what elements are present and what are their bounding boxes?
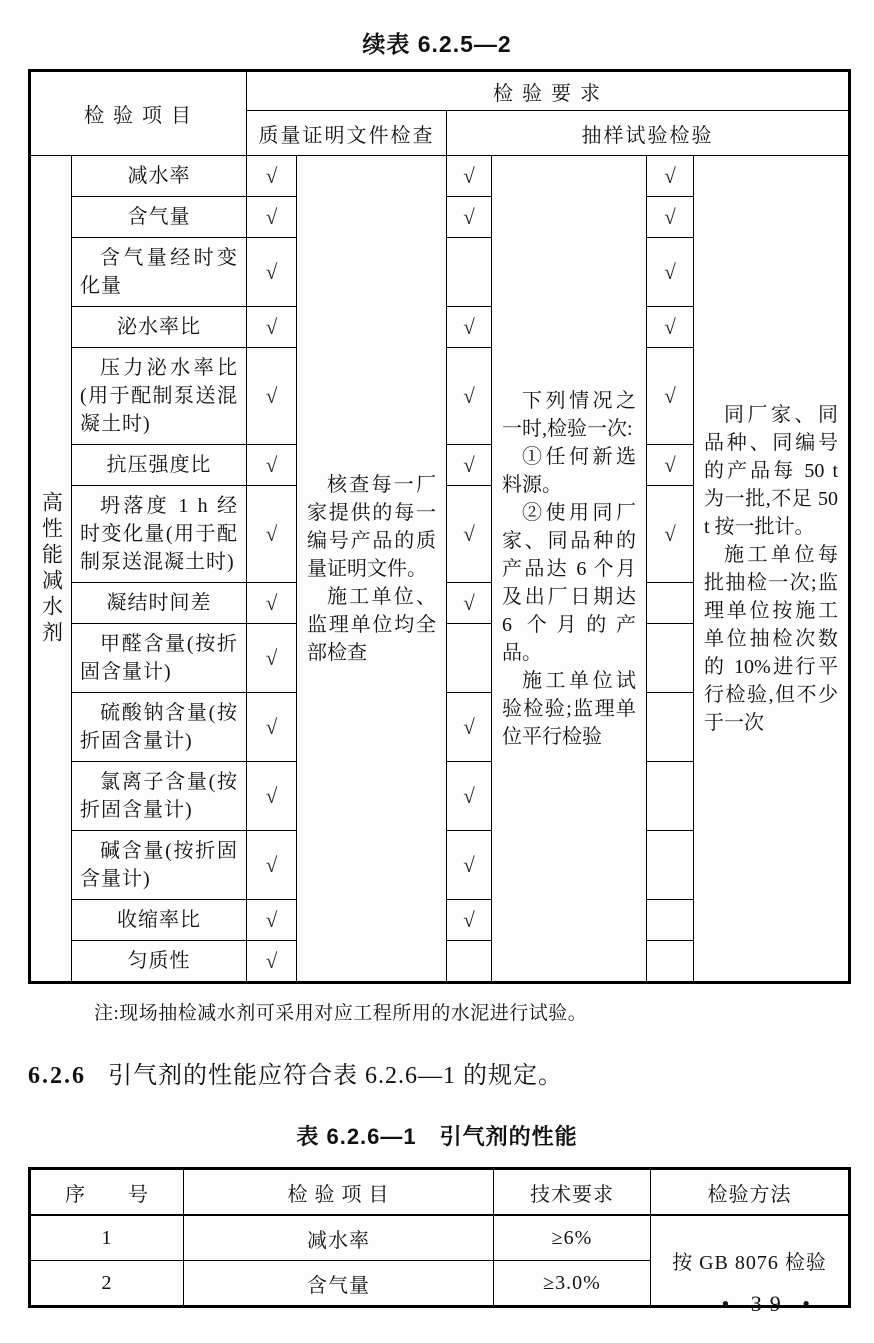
header-inspection-item: 检 验 项 目 (30, 71, 247, 156)
sampling-check-mark-cell-2: √ (647, 156, 694, 197)
item-cell: 压力泌水率比(用于配制泵送混凝土时) (72, 348, 247, 445)
sampling-check-mark-cell-2: √ (647, 486, 694, 583)
doc-check-mark-cell: √ (247, 900, 297, 941)
sampling-batch-text-cell-paragraph: 同厂家、同品种、同编号的产品每 50 t 为一批,不足 50 t 按一批计。 (704, 403, 839, 538)
item-cell: 含气量 (72, 197, 247, 238)
category-cell (30, 156, 72, 983)
sampling-check-mark-cell-2 (647, 900, 694, 941)
sampling-check-mark-cell-2 (647, 583, 694, 624)
table2-row (30, 1215, 850, 1261)
sampling-check-mark-cell-1 (447, 624, 492, 693)
sampling-check-mark-cell-2: √ (647, 348, 694, 445)
header-row-1 (30, 71, 850, 111)
sampling-condition-text-cell (492, 156, 647, 983)
doc-check-mark-cell: √ (247, 197, 297, 238)
table-note: 注:现场抽检减水剂可采用对应工程所用的水泥进行试验。 (94, 1003, 588, 1024)
header-serial-number: 序 号 (30, 1169, 184, 1216)
category-label: 高性能减水剂 (39, 490, 64, 647)
sampling-check-mark-cell-1: √ (447, 348, 492, 445)
item-cell: 硫酸钠含量(按折固含量计) (72, 693, 247, 762)
sampling-check-mark-cell-2: √ (647, 197, 694, 238)
doc-check-text-cell-paragraph: 核查每一厂家提供的每一编号产品的质量证明文件。 (307, 473, 436, 580)
item-cell: 匀质性 (72, 941, 247, 983)
technical-requirement-cell: ≥3.0% (494, 1261, 651, 1307)
header-item: 检 验 项 目 (184, 1169, 494, 1216)
doc-check-mark-cell: √ (247, 624, 297, 693)
header-inspection-requirement: 检 验 要 求 (247, 71, 850, 111)
sampling-check-mark-cell-1: √ (447, 583, 492, 624)
doc-check-mark-cell: √ (247, 941, 297, 983)
doc-check-mark-cell: √ (247, 238, 297, 307)
sampling-check-mark-cell-1: √ (447, 486, 492, 583)
header-doc-check: 质量证明文件检查 (247, 111, 447, 156)
sampling-check-mark-cell-2 (647, 693, 694, 762)
sampling-check-mark-cell-1 (447, 941, 492, 983)
air-entraining-agent-table (28, 1167, 851, 1308)
sampling-check-mark-cell-1: √ (447, 762, 492, 831)
sampling-check-mark-cell-2: √ (647, 445, 694, 486)
sampling-batch-text-cell-paragraph: 施工单位每批抽检一次;监理单位按施工单位抽检次数的 10%进行平行检验,但不少于一次 (704, 543, 839, 734)
doc-check-mark-cell: √ (247, 445, 297, 486)
sampling-check-mark-cell-1: √ (447, 307, 492, 348)
technical-requirement-cell: ≥6% (494, 1215, 651, 1261)
sampling-check-mark-cell-2 (647, 831, 694, 900)
sampling-condition-text-cell-paragraph: ①任何新选料源。 (502, 445, 636, 496)
clause-6-2-6 (28, 1055, 874, 1090)
sampling-batch-text-cell (694, 156, 850, 983)
item-cell: 减水率 (184, 1215, 494, 1261)
serial-number-cell: 2 (30, 1261, 184, 1307)
serial-number-cell: 1 (30, 1215, 184, 1261)
sampling-check-mark-cell-2 (647, 941, 694, 983)
item-cell: 氯离子含量(按折固含量计) (72, 762, 247, 831)
item-cell: 坍落度 1 h 经时变化量(用于配制泵送混凝土时) (72, 486, 247, 583)
inspection-requirements-table (28, 69, 851, 984)
sampling-check-mark-cell-2: √ (647, 238, 694, 307)
doc-check-mark-cell: √ (247, 486, 297, 583)
item-cell: 含气量 (184, 1261, 494, 1307)
item-cell: 凝结时间差 (72, 583, 247, 624)
item-cell: 含气量经时变化量 (72, 238, 247, 307)
sampling-check-mark-cell-1 (447, 238, 492, 307)
table2-title: 表 6.2.6—1 引气剂的性能 (296, 1124, 578, 1149)
doc-check-mark-cell: √ (247, 583, 297, 624)
table2-header-row (30, 1169, 850, 1216)
item-cell: 泌水率比 (72, 307, 247, 348)
doc-check-mark-cell: √ (247, 693, 297, 762)
table1-title: 续表 6.2.5—2 (362, 31, 512, 57)
test-method-cell: 按 GB 8076 检验 (651, 1215, 850, 1307)
header-technical-requirement: 技术要求 (494, 1169, 651, 1216)
inspection-row (30, 156, 850, 197)
doc-check-mark-cell: √ (247, 307, 297, 348)
sampling-condition-text-cell-paragraph: ②使用同厂家、同品种的产品达 6 个月及出厂日期达 6 个月的产品。 (502, 501, 636, 664)
item-cell: 甲醛含量(按折固含量计) (72, 624, 247, 693)
sampling-condition-text-cell-paragraph: 施工单位试验检验;监理单位平行检验 (502, 669, 636, 748)
doc-check-mark-cell: √ (247, 348, 297, 445)
clause-text: 引气剂的性能应符合表 6.2.6—1 的规定。 (108, 1063, 563, 1089)
sampling-check-mark-cell-2 (647, 624, 694, 693)
clause-number: 6.2.6 (28, 1063, 86, 1089)
item-cell: 抗压强度比 (72, 445, 247, 486)
doc-check-mark-cell: √ (247, 156, 297, 197)
sampling-check-mark-cell-1: √ (447, 831, 492, 900)
item-cell: 减水率 (72, 156, 247, 197)
sampling-check-mark-cell-1: √ (447, 445, 492, 486)
sampling-check-mark-cell-2: √ (647, 307, 694, 348)
sampling-check-mark-cell-1: √ (447, 197, 492, 238)
doc-check-text-cell (297, 156, 447, 983)
page-number: • 39 • (721, 1291, 818, 1316)
sampling-check-mark-cell-1: √ (447, 156, 492, 197)
sampling-check-mark-cell-2 (647, 762, 694, 831)
sampling-check-mark-cell-1: √ (447, 900, 492, 941)
doc-check-text-cell-paragraph: 施工单位、监理单位均全部检查 (307, 585, 436, 664)
doc-check-mark-cell: √ (247, 762, 297, 831)
doc-check-mark-cell: √ (247, 831, 297, 900)
sampling-condition-text-cell-paragraph: 下列情况之一时,检验一次: (502, 389, 636, 440)
header-test-method: 检验方法 (651, 1169, 850, 1216)
item-cell: 碱含量(按折固含量计) (72, 831, 247, 900)
item-cell: 收缩率比 (72, 900, 247, 941)
header-sampling-test: 抽样试验检验 (447, 111, 850, 156)
sampling-check-mark-cell-1: √ (447, 693, 492, 762)
